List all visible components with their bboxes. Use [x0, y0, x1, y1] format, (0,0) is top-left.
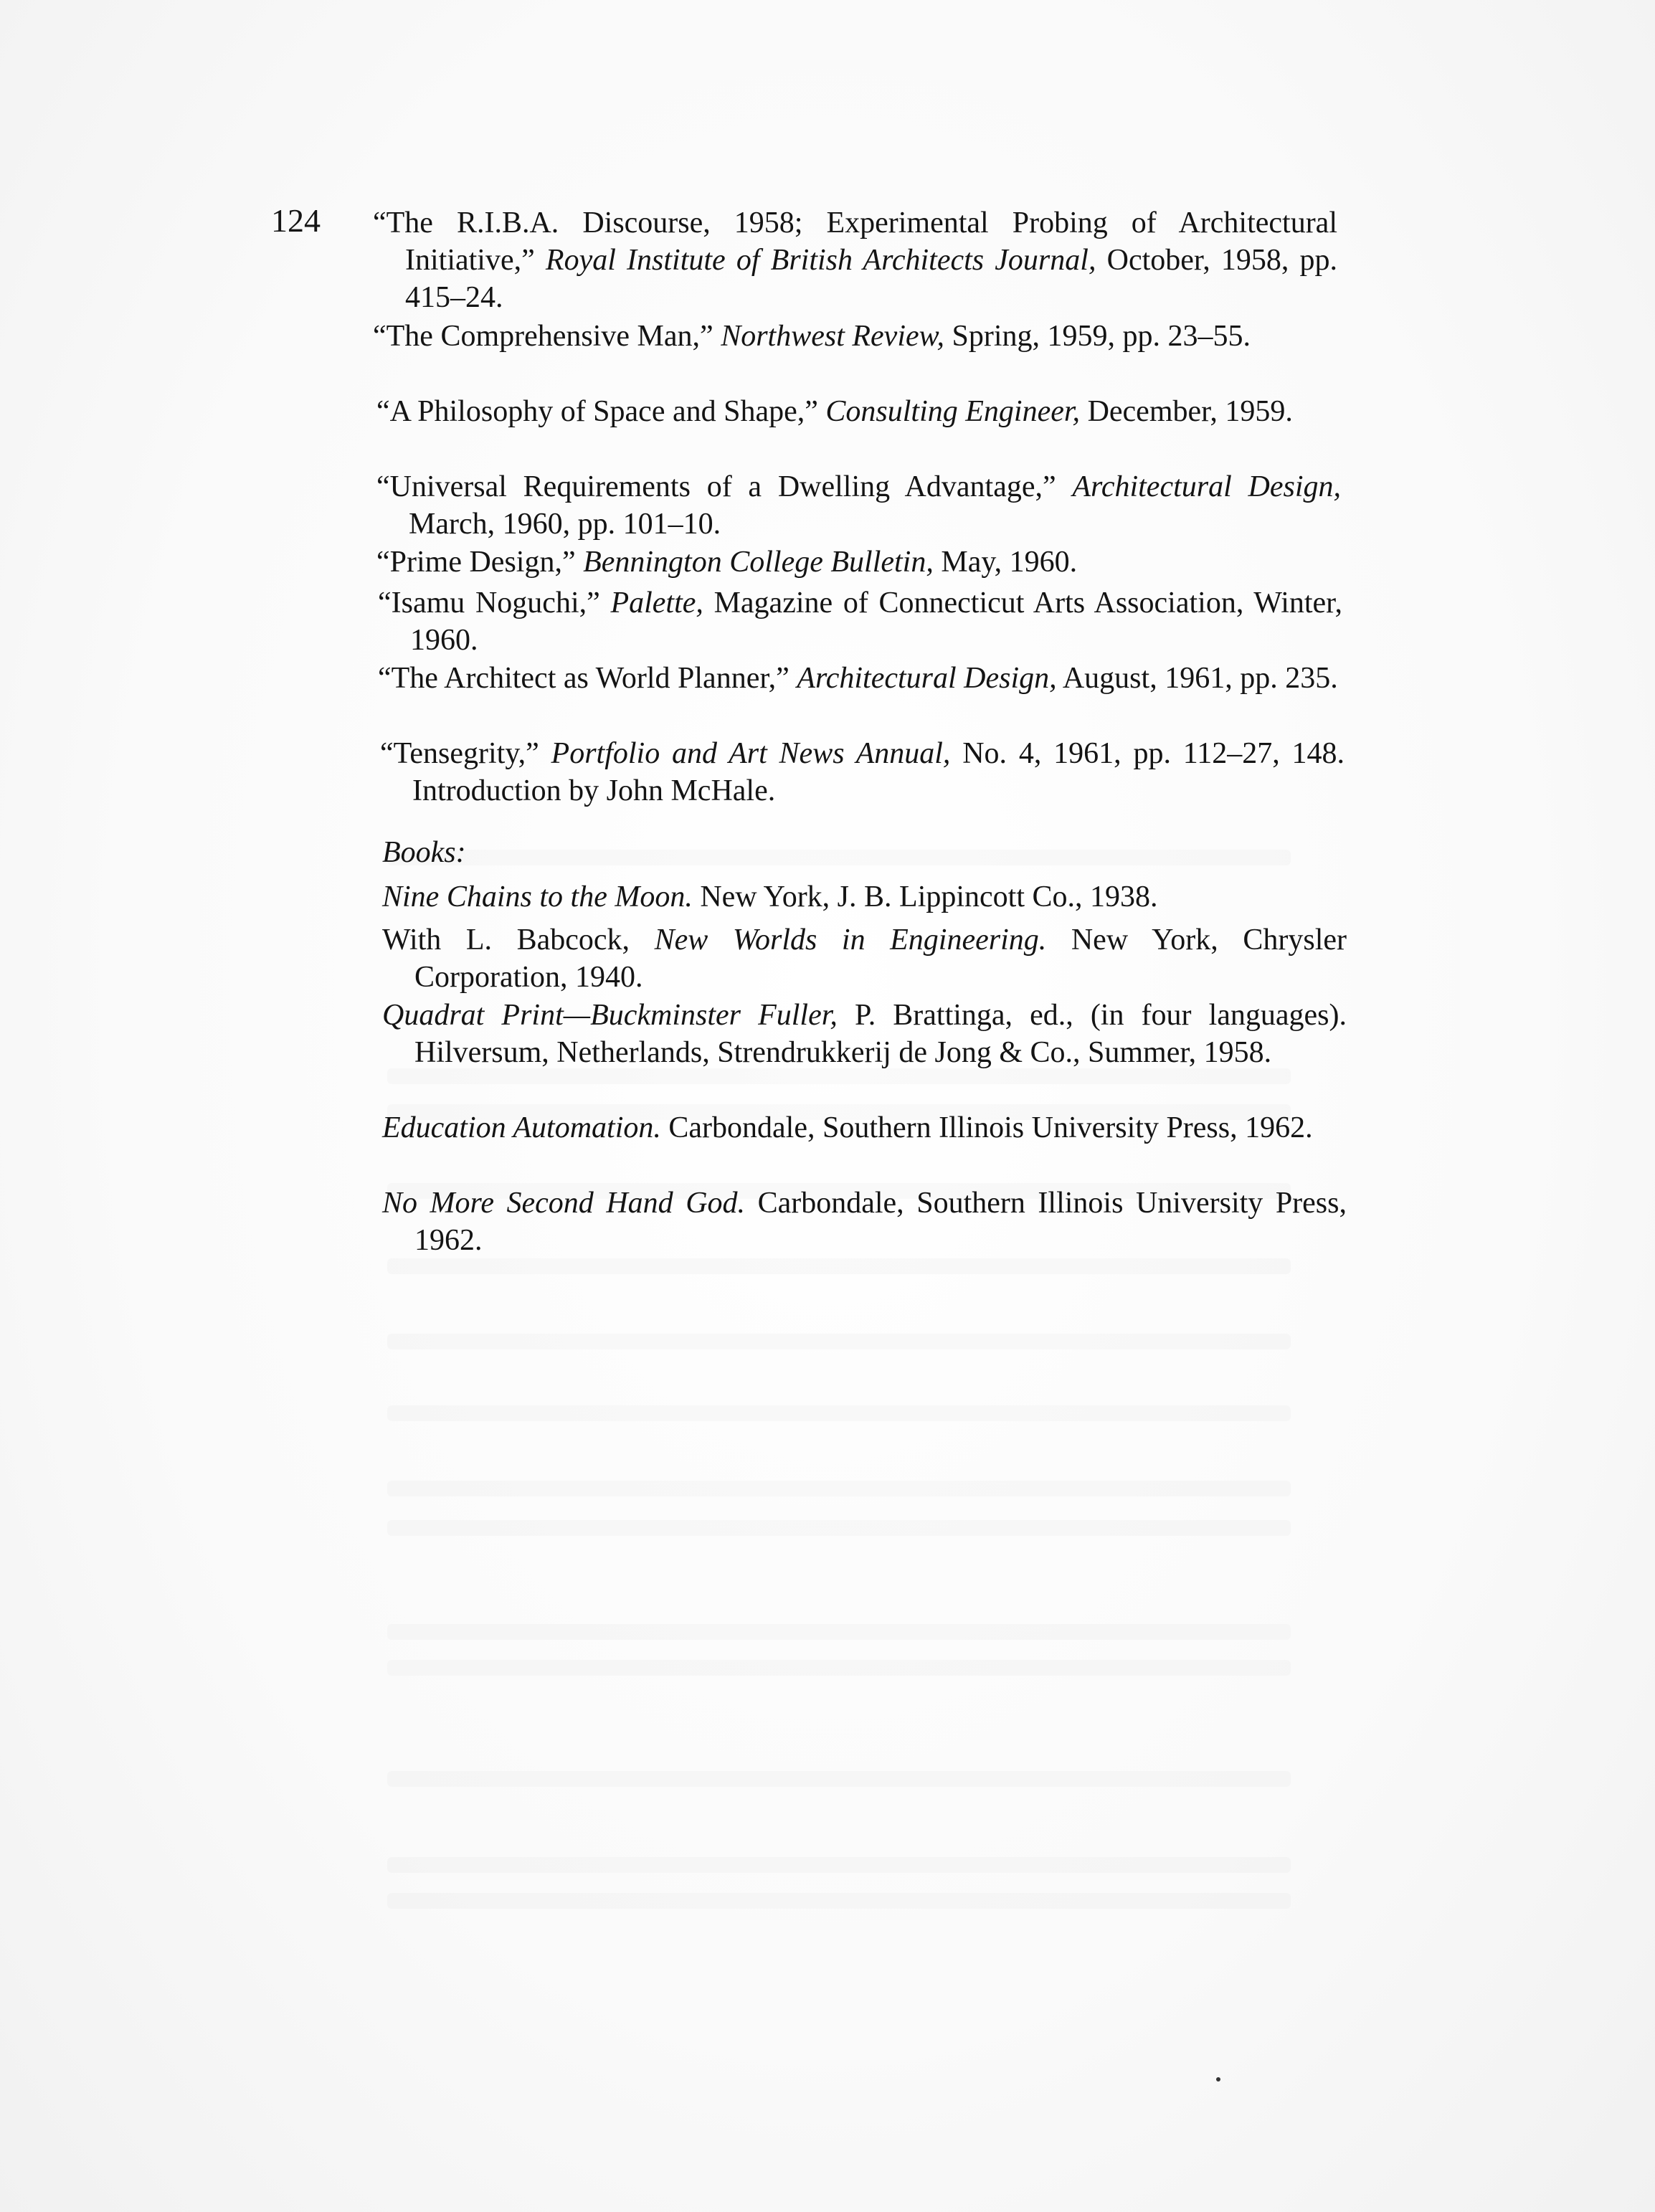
- bibliography-entry: “A Philosophy of Space and Shape,” Consulting Engineer, December, 1959.: [376, 395, 1293, 428]
- dust-speck: [1216, 2077, 1220, 2082]
- book-title: New Worlds in Engineering.: [654, 924, 1047, 957]
- book-title: Quadrat Print—Buckminster Fuller,: [382, 999, 838, 1032]
- bibliography-entry: “Prime Design,” Bennington College Bulletin, May, 1960.: [376, 546, 1078, 579]
- book-title: No More Second Hand God.: [382, 1187, 746, 1220]
- publication-title: Architectural Design,: [1072, 470, 1342, 503]
- publication-title: Consulting Engineer,: [825, 395, 1081, 428]
- bibliography-entry: Nine Chains to the Moon. New York, J. B. Lippincott Co., 1938.: [382, 880, 1158, 913]
- page-number: 124: [271, 202, 321, 239]
- book-title: Nine Chains to the Moon.: [382, 880, 693, 913]
- book-title: Education Automation.: [382, 1111, 661, 1144]
- bibliography-entry: Quadrat Print—Buckminster Fuller, P. Brattinga, ed., (in four languages). Hilversum, Netherlands, Strendrukkerij de Jong & Co., Summer, 1958.: [382, 999, 1347, 1069]
- publication-title: Bennington College Bulletin,: [583, 546, 934, 579]
- publication-title: Palette,: [610, 587, 703, 620]
- bibliography-entry: No More Second Hand God. Carbondale, Southern Illinois University Press, 1962.: [382, 1187, 1347, 1257]
- books-heading: Books:: [382, 836, 466, 869]
- bibliography-entry: “The Comprehensive Man,” Northwest Review, Spring, 1959, pp. 23–55.: [373, 320, 1251, 353]
- publication-title: Architectural Design,: [797, 662, 1057, 695]
- bibliography-entry: Education Automation. Carbondale, Southern Illinois University Press, 1962.: [382, 1111, 1313, 1144]
- publication-title: Northwest Review,: [721, 320, 945, 353]
- bibliography-entry: “Tensegrity,” Portfolio and Art News Annual, No. 4, 1961, pp. 112–27, 148. Introduction by John McHale.: [380, 737, 1345, 807]
- bibliography-entry: With L. Babcock, New Worlds in Engineering. New York, Chrysler Corporation, 1940.: [382, 924, 1347, 994]
- publication-title: Royal Institute of British Architects Journal,: [545, 244, 1096, 277]
- bibliography-entry: “Isamu Noguchi,” Palette, Magazine of Connecticut Arts Association, Winter, 1960.: [378, 587, 1342, 657]
- bibliography-entry: “The Architect as World Planner,” Architectural Design, August, 1961, pp. 235.: [378, 662, 1338, 695]
- publication-title: Portfolio and Art News Annual,: [551, 737, 951, 770]
- bibliography-entry: “The R.I.B.A. Discourse, 1958; Experimental Probing of Architectural Initiative,” Royal Institute of British Architects Journal, October, 1958, pp. 415–24.: [373, 207, 1338, 314]
- bibliography-entry: “Universal Requirements of a Dwelling Advantage,” Architectural Design, March, 1960, pp. 101–10.: [376, 470, 1342, 541]
